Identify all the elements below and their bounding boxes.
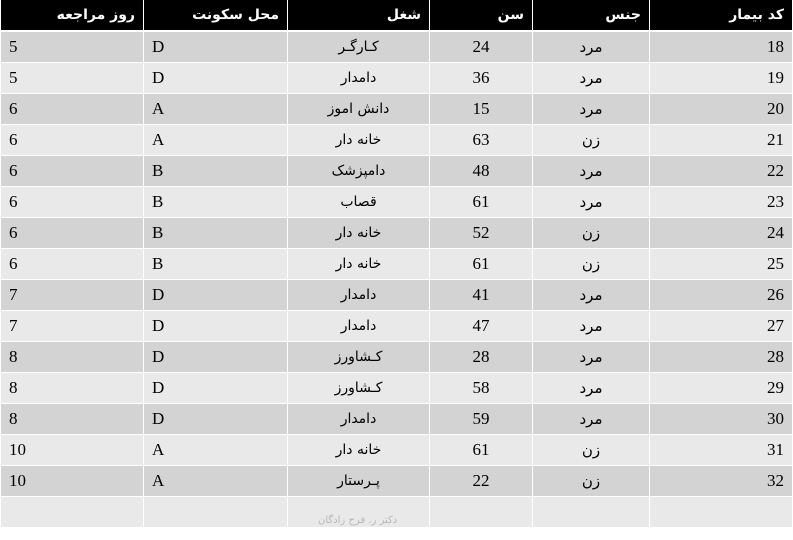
cell-sex: مرد [533, 373, 650, 404]
table-row [1, 342, 793, 373]
cell-age: 61 [430, 249, 533, 280]
cell-sex: مرد [533, 280, 650, 311]
cell-patient-code: 24 [650, 218, 793, 249]
cell-visit-day: 8 [1, 373, 144, 404]
cell-sex: مرد [533, 94, 650, 125]
header-row [1, 0, 793, 31]
header-sex: جنس [533, 0, 650, 31]
cell-visit-day: 8 [1, 342, 144, 373]
cell-patient-code: 22 [650, 156, 793, 187]
cell-age: 15 [430, 94, 533, 125]
cell-residence: B [144, 218, 288, 249]
cell-age: 58 [430, 373, 533, 404]
cell-job: دامدار [288, 63, 430, 94]
cell-residence: B [144, 156, 288, 187]
cell-residence: D [144, 31, 288, 63]
cell-job: دامدار [288, 404, 430, 435]
cell-visit-day: 6 [1, 218, 144, 249]
empty-cell [144, 497, 288, 528]
cell-age: 24 [430, 31, 533, 63]
cell-job: خانه دار [288, 249, 430, 280]
header-visit-day: روز مراجعه [1, 0, 144, 31]
table-row [1, 435, 793, 466]
cell-patient-code: 21 [650, 125, 793, 156]
cell-patient-code: 27 [650, 311, 793, 342]
cell-sex: زن [533, 466, 650, 497]
cell-sex: مرد [533, 31, 650, 63]
cell-sex: مرد [533, 63, 650, 94]
watermark: دکتر ر. فرح زادگان [318, 515, 398, 526]
cell-patient-code: 18 [650, 31, 793, 63]
table-header [1, 0, 793, 31]
cell-visit-day: 6 [1, 125, 144, 156]
cell-residence: B [144, 187, 288, 218]
cell-age: 61 [430, 435, 533, 466]
table-row [1, 125, 793, 156]
table-row [1, 466, 793, 497]
cell-residence: A [144, 94, 288, 125]
cell-job: دامدار [288, 280, 430, 311]
cell-patient-code: 19 [650, 63, 793, 94]
table-row [1, 156, 793, 187]
cell-patient-code: 25 [650, 249, 793, 280]
cell-job: کـارگـر [288, 31, 430, 63]
cell-visit-day: 8 [1, 404, 144, 435]
cell-sex: زن [533, 125, 650, 156]
cell-job: خانه دار [288, 218, 430, 249]
cell-sex: مرد [533, 187, 650, 218]
cell-residence: D [144, 342, 288, 373]
cell-visit-day: 6 [1, 94, 144, 125]
cell-residence: B [144, 249, 288, 280]
table-row [1, 311, 793, 342]
cell-age: 61 [430, 187, 533, 218]
cell-job: قصاب [288, 187, 430, 218]
cell-sex: زن [533, 249, 650, 280]
cell-residence: D [144, 404, 288, 435]
cell-patient-code: 29 [650, 373, 793, 404]
cell-age: 22 [430, 466, 533, 497]
cell-visit-day: 6 [1, 249, 144, 280]
cell-job: دامدار [288, 311, 430, 342]
cell-patient-code: 31 [650, 435, 793, 466]
cell-age: 36 [430, 63, 533, 94]
table-row [1, 249, 793, 280]
cell-age: 48 [430, 156, 533, 187]
cell-sex: مرد [533, 342, 650, 373]
table-row [1, 187, 793, 218]
cell-residence: D [144, 311, 288, 342]
cell-residence: D [144, 373, 288, 404]
header-job: شغل [288, 0, 430, 31]
cell-job: خانه دار [288, 125, 430, 156]
cell-age: 41 [430, 280, 533, 311]
cell-age: 59 [430, 404, 533, 435]
cell-patient-code: 26 [650, 280, 793, 311]
table-row [1, 280, 793, 311]
cell-residence: D [144, 63, 288, 94]
empty-cell [430, 497, 533, 528]
cell-age: 52 [430, 218, 533, 249]
cell-visit-day: 10 [1, 466, 144, 497]
empty-cell [533, 497, 650, 528]
table-row [1, 63, 793, 94]
cell-patient-code: 30 [650, 404, 793, 435]
cell-job: دامپزشک [288, 156, 430, 187]
table-row [1, 373, 793, 404]
cell-sex: مرد [533, 404, 650, 435]
cell-age: 28 [430, 342, 533, 373]
cell-visit-day: 7 [1, 280, 144, 311]
cell-job: دانش اموز [288, 94, 430, 125]
cell-residence: D [144, 280, 288, 311]
header-age: سن [430, 0, 533, 31]
table-row [1, 404, 793, 435]
table-row [1, 31, 793, 63]
cell-job: خانه دار [288, 435, 430, 466]
header-patient-code: کد بیمار [650, 0, 793, 31]
table-row [1, 218, 793, 249]
table-body [1, 31, 793, 528]
cell-age: 47 [430, 311, 533, 342]
cell-job: کـشاورز [288, 373, 430, 404]
cell-sex: مرد [533, 311, 650, 342]
cell-patient-code: 20 [650, 94, 793, 125]
cell-sex: زن [533, 435, 650, 466]
cell-job: پـرستار [288, 466, 430, 497]
cell-patient-code: 28 [650, 342, 793, 373]
cell-age: 63 [430, 125, 533, 156]
cell-visit-day: 5 [1, 63, 144, 94]
header-residence: محل سکونت [144, 0, 288, 31]
cell-visit-day: 6 [1, 187, 144, 218]
cell-patient-code: 23 [650, 187, 793, 218]
cell-visit-day: 10 [1, 435, 144, 466]
cell-sex: مرد [533, 156, 650, 187]
cell-sex: زن [533, 218, 650, 249]
cell-residence: A [144, 435, 288, 466]
cell-residence: A [144, 466, 288, 497]
cell-visit-day: 7 [1, 311, 144, 342]
cell-job: کـشاورز [288, 342, 430, 373]
table-row [1, 94, 793, 125]
cell-patient-code: 32 [650, 466, 793, 497]
cell-residence: A [144, 125, 288, 156]
cell-visit-day: 6 [1, 156, 144, 187]
empty-cell [1, 497, 144, 528]
cell-visit-day: 5 [1, 31, 144, 63]
empty-cell [650, 497, 793, 528]
